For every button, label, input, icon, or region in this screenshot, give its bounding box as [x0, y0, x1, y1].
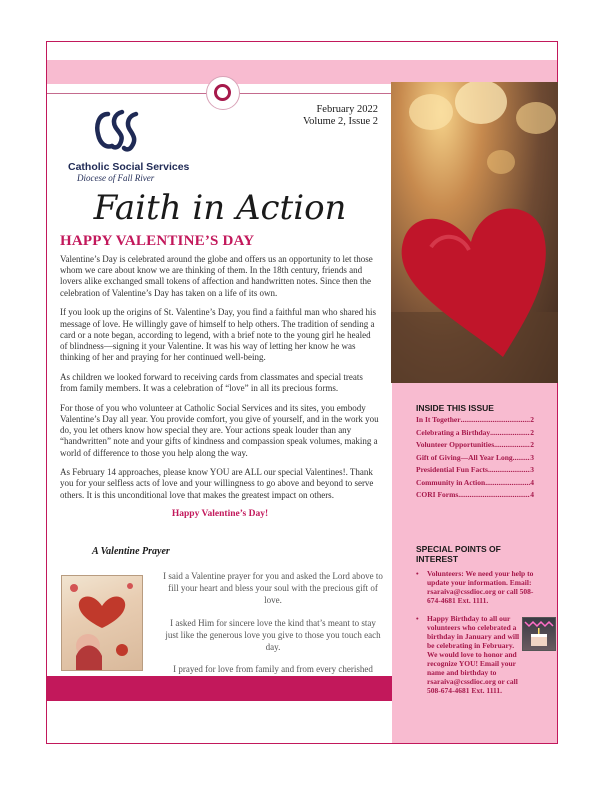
- css-logo: [68, 106, 168, 158]
- toc-leader: [461, 414, 531, 427]
- toc-item-label: Gift of Giving—All Year Long: [416, 452, 513, 462]
- article-paragraph: If you look up the origins of St. Valentine’s Day, you find a faithful man who shared his message of love. He willingly gave of himself to help others. The tradition of sending a card or a note began, according to legend, with a brief note to the young girl he healed of blindness—signing it your Valentine. It was his way of letting her know he was thinking of her and praying for her continued well-being.: [60, 307, 376, 363]
- css-logo-icon: [92, 106, 142, 158]
- toc-item-page: 3: [530, 452, 534, 462]
- prayer-verse: I prayed for love from family and from every cherished: [173, 664, 373, 675]
- toc-leader: [485, 477, 530, 490]
- toc-item-page: 2: [530, 427, 534, 437]
- toc-heading: INSIDE THIS ISSUE: [416, 403, 494, 413]
- toc-item-page: 2: [530, 415, 534, 424]
- toc-leader: [513, 452, 531, 465]
- toc-item-page: 4: [530, 477, 534, 487]
- toc-item[interactable]: [416, 439, 534, 452]
- prayer-verse: I said a Valentine prayer for you and asked the Lord above to fill your heart and bless your soul with the precious gift of love.: [163, 571, 383, 606]
- toc-item-label: Celebrating a Birthday: [416, 427, 491, 437]
- birthday-cake-image: [522, 617, 556, 651]
- article-closing: Happy Valentine’s Day!: [171, 509, 269, 520]
- cake-icon: [523, 618, 555, 650]
- toc-leader: [488, 464, 530, 477]
- toc-item-page: 4: [530, 490, 534, 499]
- toc-item[interactable]: [416, 414, 534, 427]
- article-paragraph: Valentine’s Day is celebrated around the globe and offers us an opportunity to let those whom we care about know we are thinking of them. In the 18th century, friends and lovers alike exchanged small tokens of affection and handwritten notes. Since then the celebration of Valentine’s Day has taken on a life of its own.: [60, 254, 373, 298]
- newsletter-title: Faith in Action: [93, 188, 347, 228]
- issue-volume: Volume 2, Issue 2: [302, 116, 378, 127]
- toc-leader: [494, 439, 530, 452]
- article-heading: HAPPY VALENTINE’S DAY: [60, 233, 255, 249]
- prayer-verse: I asked Him for sincere love the kind that’s meant to stay just like the generous love you give to those you touch each day.: [165, 617, 381, 653]
- toc-leader: [458, 489, 530, 502]
- vintage-valentine-card-image: [61, 575, 143, 671]
- toc-item-label: Volunteer Opportunities: [416, 440, 495, 449]
- bottom-band: [47, 676, 392, 701]
- toc-item-page: 3: [530, 465, 534, 474]
- ring-ornament-icon: [206, 76, 240, 110]
- toc-item-label: Community in Action: [416, 477, 486, 487]
- article-paragraph: For those of you who volunteer at Catholic Social Services and its sites, you embody Valentine’s Day all year. You provide comfort, you give of yourself, and in the work you do, you let others know how special they are. Your actions speak louder than any “handwritten” note and your gifts of kindness and compassion speak volumes, making a world of difference to those you help along the way.: [60, 402, 379, 458]
- diocese-name: Diocese of Fall River: [77, 173, 155, 183]
- cupid-card-icon: [62, 576, 142, 670]
- toc-item[interactable]: [416, 452, 534, 465]
- toc-item[interactable]: [416, 477, 534, 490]
- toc-item-label: Presidential Fun Facts: [416, 465, 488, 474]
- heart-photo-image: [391, 82, 558, 383]
- issue-info: [298, 104, 378, 128]
- toc-item[interactable]: [416, 464, 534, 477]
- point-item: • Happy Birthday to all our volunteers who celebrated a birthday in January and will be celebrating in February. We would love to honor and recognize YOU! Email your name and birthday to rsaraiva@cssdioc.org or call 508-674-4681 Ext. 1111.: [416, 614, 523, 695]
- issue-date: February 2022: [316, 104, 378, 115]
- toc-item-label: CORI Forms: [416, 490, 459, 499]
- toc-item[interactable]: [416, 489, 534, 502]
- toc-item-page: 2: [530, 440, 534, 449]
- org-name: Catholic Social Services: [68, 161, 190, 173]
- red-heart-icon: [391, 82, 558, 383]
- table-of-contents: [416, 414, 534, 502]
- article-body: [60, 254, 380, 521]
- points-heading: SPECIAL POINTS OF INTEREST: [416, 544, 501, 564]
- point-item: • Volunteers: We need your help to update your information. Email: rsaraiva@cssdioc.org or call 508-674-4681 Ext. 1111.: [416, 569, 544, 605]
- article-paragraph: As February 14 approaches, please know YOU are ALL our special Valentines!. Thank you for your selfless acts of love and your willingness to go above and beyond to serve others. It is this unconditional love that makes the greatest impact on others.: [60, 467, 374, 500]
- prayer-heading: A Valentine Prayer: [92, 546, 170, 557]
- article-paragraph: As children we looked forward to receiving cards from classmates and special treats from family members. It was a celebration of “love” in all its precious forms.: [60, 371, 363, 394]
- toc-item-label: In It Together: [416, 415, 461, 424]
- top-pink-band: [47, 60, 557, 84]
- toc-leader: [490, 427, 530, 440]
- toc-item[interactable]: [416, 427, 534, 440]
